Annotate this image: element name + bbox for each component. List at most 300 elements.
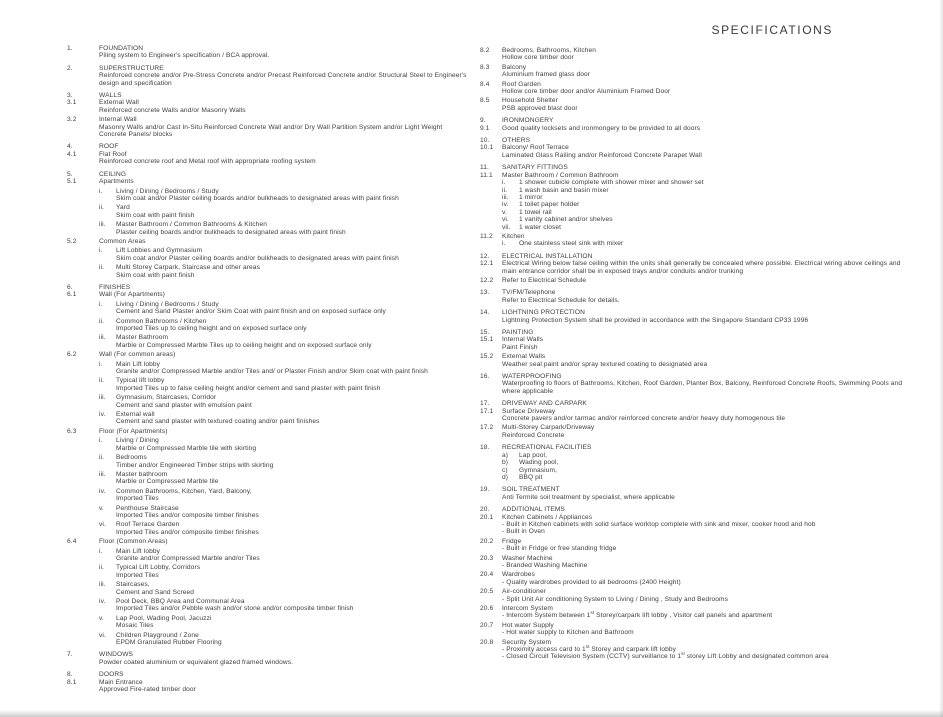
- item-title: Living / Dining / Bedrooms / Study: [116, 300, 219, 308]
- item-title: Living / Dining: [116, 437, 159, 445]
- body-text: Anti Termite soil treatment by specialist, where applicable: [502, 493, 675, 501]
- item-marker: i.: [99, 247, 103, 255]
- body-text: Aluminium framed glass door: [502, 71, 591, 79]
- section-title: ADDITIONAL ITEMS: [502, 506, 565, 514]
- section: [480, 309, 906, 324]
- block-content: [519, 187, 906, 194]
- subsection: [480, 571, 906, 586]
- subsection-number: 20.6: [480, 605, 494, 612]
- section-heading: [480, 486, 906, 493]
- subsection: [67, 428, 467, 435]
- subsection-title: Hot water Supply: [502, 621, 554, 629]
- item-marker: iv.: [99, 487, 106, 495]
- subsection: [480, 514, 906, 536]
- item-title: Bedrooms: [116, 454, 147, 462]
- item-title: Common Bathrooms / Kitchen: [116, 317, 207, 325]
- list-item: [67, 521, 467, 536]
- body-text: Imported Tiles up to ceiling height and on exposed surface only: [116, 325, 307, 332]
- item-marker: ii.: [99, 564, 105, 572]
- section: [480, 289, 906, 304]
- subsection-title: External Walls: [502, 353, 546, 361]
- list-item: [480, 209, 906, 216]
- body-text: PSB approved blast door: [502, 104, 578, 112]
- subsection: [67, 151, 467, 166]
- section-number: 7.: [67, 651, 73, 659]
- block-content: [502, 125, 906, 132]
- item-title: Lap Pool, Wading Pool, Jacuzzi: [116, 614, 212, 622]
- subsection-title: Refer to Electrical Schedule: [502, 276, 587, 284]
- subsection-number: 15.1: [480, 336, 494, 344]
- block-content: [116, 437, 467, 452]
- section-number: 16.: [480, 373, 490, 381]
- body-text: Weather seal paint and/or spray textured coating to designated area: [502, 360, 708, 368]
- body-text: Imported Tiles: [116, 571, 159, 579]
- section-heading: [480, 400, 906, 407]
- block-content: [502, 317, 906, 324]
- list-item: [480, 467, 906, 474]
- item-marker: i.: [502, 179, 506, 187]
- item-title: Penthouse Staircase: [116, 504, 179, 512]
- body-text: - Branded Washing Machine: [502, 561, 588, 569]
- body-text: - Intercom System between 1st Storey/carpark lift lobby , Visitor call panels and apartment: [502, 610, 773, 620]
- block-content: [99, 99, 467, 114]
- section-heading: [480, 253, 906, 260]
- subsection-number: 17.2: [480, 424, 494, 432]
- block-content: [519, 209, 906, 216]
- list-item: [67, 247, 467, 262]
- page-title: SPECIFICATIONS: [711, 23, 833, 37]
- section-title: OTHERS: [502, 137, 531, 145]
- subsection: [67, 351, 467, 358]
- item-marker: ii.: [99, 317, 105, 325]
- block-content: [502, 81, 906, 96]
- subsection-number: 5.1: [67, 178, 77, 186]
- section: [480, 400, 906, 439]
- block-content: [502, 144, 906, 159]
- subsection: [67, 291, 467, 298]
- item-marker: i.: [99, 547, 103, 555]
- block-content: [519, 201, 906, 208]
- subsection-title: Balcony: [502, 63, 527, 71]
- item-title: Gymnasium, Staircases, Corridor: [116, 394, 217, 402]
- subsection-number: 8.2: [480, 47, 490, 54]
- section: [67, 284, 467, 646]
- section: [480, 47, 906, 112]
- subsection-number: 20.5: [480, 588, 494, 596]
- body-text: Imported Tiles up to false ceiling height and/or cement and sand plaster with paint finish: [116, 384, 381, 392]
- subsection-title: Kitchen: [502, 232, 525, 240]
- body-text: Skim coat with paint finish: [116, 271, 195, 279]
- subsection-title: Kitchen Cabinets / Appliances: [502, 513, 593, 521]
- block-content: [519, 224, 906, 231]
- subsection-number: 20.1: [480, 513, 494, 521]
- list-item: [480, 452, 906, 459]
- item-marker: b): [502, 459, 509, 467]
- body-text: Marble or Compressed Marble tile: [116, 478, 219, 486]
- block-content: [116, 411, 467, 426]
- block-content: [502, 172, 906, 179]
- list-item: [480, 187, 906, 194]
- block-content: [116, 505, 467, 520]
- item-marker: iii.: [99, 394, 106, 402]
- body-text: Skim coat and/or Plaster ceiling boards and/or bulkheads to designated areas with paint finish: [116, 194, 399, 202]
- item-title: 1 wash basin and basin mixer: [519, 186, 609, 194]
- subsection-number: 6.4: [67, 538, 77, 546]
- list-item: [480, 224, 906, 231]
- subsection-number: 6.3: [67, 427, 77, 435]
- section-heading: [67, 651, 467, 658]
- section-title: TV/FM/Telephone: [502, 289, 556, 297]
- section-title: RECREATIONAL FACILITIES: [502, 444, 592, 452]
- subsection-title: Apartments: [99, 178, 134, 186]
- subsection: [480, 277, 906, 284]
- paragraph: [67, 72, 467, 87]
- list-item: [480, 240, 906, 247]
- item-marker: ii.: [99, 377, 105, 385]
- body-text: Cement and sand plaster with textured coating and/or paint finishes: [116, 418, 320, 426]
- body-text: - Built in Fridge or free standing fridge: [502, 545, 617, 553]
- body-text: Hollow core timber door: [502, 54, 574, 62]
- block-content: [99, 351, 467, 358]
- item-title: BBQ pit: [519, 473, 543, 481]
- subsection-title: Balcony/ Roof Terrace: [502, 144, 569, 152]
- body-text: Masonry Walls and/or Cast In-Situ Reinforced Concrete Wall and/or Dry Wall Partition System and/or Light Weight Concrete Panels/ blocks: [99, 123, 443, 139]
- list-item: [67, 471, 467, 486]
- subsection: [480, 233, 906, 240]
- list-item: [67, 454, 467, 469]
- block-content: [519, 216, 906, 223]
- block-content: [116, 615, 467, 630]
- section-heading: [480, 137, 906, 144]
- block-content: [519, 179, 906, 186]
- section: [67, 45, 467, 60]
- item-title: Gymnasium,: [519, 466, 558, 474]
- item-marker: d): [502, 473, 509, 481]
- block-content: [116, 264, 467, 279]
- subsection-title: Surface Driveway: [502, 407, 556, 415]
- block-content: [519, 474, 906, 481]
- section-number: 13.: [480, 289, 490, 297]
- subsection-title: Wall (For Apartments): [99, 291, 165, 299]
- section-heading: [480, 289, 906, 296]
- section: [480, 329, 906, 368]
- block-content: [502, 380, 906, 395]
- block-content: [502, 571, 906, 586]
- item-marker: iii.: [502, 193, 509, 201]
- item-marker: ii.: [99, 264, 105, 272]
- item-title: 1 toilet paper holder: [519, 201, 580, 209]
- body-text: Electrical Wiring below false ceiling within the units shall generally be concealed where possible. Electrical wiring above ceilings and main entrance corridor shall be in exposed trays and/or conduits and/or trunking: [502, 260, 901, 275]
- section-title: SOIL TREATMENT: [502, 486, 560, 494]
- section-title: PAINTING: [502, 329, 534, 336]
- block-content: [116, 221, 467, 236]
- item-marker: i.: [502, 240, 506, 248]
- body-text: Skim coat with paint finish: [116, 211, 195, 219]
- section-heading: [67, 143, 467, 150]
- section: [480, 444, 906, 481]
- subsection: [67, 238, 467, 245]
- block-content: [519, 467, 906, 474]
- list-item: [480, 459, 906, 466]
- list-item: [67, 221, 467, 236]
- body-text: Concrete pavers and/or tarmac and/or reinforced concrete and/or heavy duty homogenous tile: [502, 415, 786, 423]
- subsection: [480, 47, 906, 62]
- section-heading: [480, 444, 906, 451]
- section-number: 18.: [480, 444, 490, 452]
- subsection: [480, 538, 906, 553]
- item-title: Master Bathroom / Common Bathrooms & Kitchen: [116, 221, 267, 229]
- section-number: 8.: [67, 671, 73, 679]
- block-content: [502, 336, 906, 351]
- subsection: [480, 588, 906, 603]
- list-item: [67, 581, 467, 596]
- subsection-number: 10.1: [480, 144, 494, 152]
- section-number: 10.: [480, 137, 490, 145]
- subsection-number: 15.2: [480, 353, 494, 361]
- subsection: [480, 408, 906, 423]
- subsection-number: 8.3: [480, 63, 490, 71]
- block-content: [116, 471, 467, 486]
- section-number: 2.: [67, 64, 73, 72]
- item-marker: iv.: [502, 201, 509, 209]
- block-content: [502, 408, 906, 423]
- item-marker: iv.: [99, 598, 106, 605]
- section-number: 3.: [67, 92, 73, 100]
- block-content: [116, 548, 467, 563]
- item-title: Common Bathrooms, Kitchen, Yard, Balcony,: [116, 487, 252, 495]
- block-content: [502, 260, 906, 275]
- item-title: Typical lift lobby: [116, 377, 165, 385]
- block-content: [502, 47, 906, 62]
- block-content: [116, 334, 467, 349]
- subsection-title: Multi-Storey Carpark/Driveway: [502, 424, 595, 432]
- block-content: [502, 297, 906, 304]
- item-marker: vi.: [502, 216, 509, 224]
- block-content: [99, 291, 467, 298]
- section: [67, 92, 467, 138]
- scan-edge-bottom: [0, 710, 943, 717]
- item-title: 1 shower cubicle complete with shower mixer and shower set: [519, 179, 704, 187]
- section: [67, 65, 467, 87]
- subsection: [480, 172, 906, 179]
- subsection-title: Good quality locksets and ironmongery to be provided to all doors: [502, 124, 701, 132]
- section-number: 6.: [67, 283, 73, 291]
- section: [67, 143, 467, 165]
- item-marker: i.: [99, 187, 103, 195]
- item-title: Wading pool,: [519, 459, 559, 467]
- body-text: Refer to Electrical Schedule for details.: [502, 296, 620, 304]
- item-title: Master Bathroom: [116, 334, 169, 342]
- block-content: [116, 361, 467, 376]
- subsection: [67, 538, 467, 545]
- subsection-number: 3.1: [67, 99, 77, 107]
- block-content: [502, 494, 906, 501]
- section-title: DOORS: [99, 671, 124, 679]
- subsection-title: Roof Garden: [502, 80, 541, 88]
- list-item: [67, 437, 467, 452]
- subsection-number: 20.3: [480, 554, 494, 562]
- section-number: 12.: [480, 252, 490, 260]
- body-text: Hollow core timber door and/or Aluminium Framed Door: [502, 88, 671, 96]
- block-content: [116, 581, 467, 596]
- paragraph: [480, 317, 906, 324]
- list-item: [67, 394, 467, 409]
- body-text: - Built in Kitchen cabinets with solid surface worktop complete with sink and mixer, cooker hood and hob: [502, 520, 816, 528]
- block-content: [502, 605, 906, 620]
- list-item: [67, 334, 467, 349]
- item-title: Lift Lobbies and Gymnasium: [116, 247, 203, 255]
- body-text: Powder coated aluminium or equivalent glazed framed windows.: [99, 658, 294, 666]
- paragraph: [480, 297, 906, 304]
- body-text: Reinforced concrete Walls and/or Masonry Walls: [99, 106, 246, 114]
- subsection-number: 12.1: [480, 260, 494, 268]
- block-content: [519, 240, 906, 247]
- body-text: Cement and Sand Screed: [116, 588, 195, 596]
- block-content: [116, 564, 467, 579]
- block-content: [116, 488, 467, 503]
- list-item: [67, 204, 467, 219]
- block-content: [116, 598, 467, 613]
- body-text: - Built in Oven: [502, 528, 545, 536]
- item-marker: i.: [99, 360, 103, 368]
- item-title: 1 towel rail: [519, 208, 552, 216]
- section-title: IRONMONGERY: [502, 117, 554, 125]
- paragraph: [480, 380, 906, 395]
- section-title: SUPERSTRUCTURE: [99, 64, 164, 72]
- block-content: [99, 238, 467, 245]
- list-item: [67, 548, 467, 563]
- item-marker: v.: [502, 208, 507, 216]
- item-title: Main Lift lobby: [116, 360, 161, 368]
- subsection: [480, 144, 906, 159]
- item-title: Multi Storey Carpark, Staircase and other areas: [116, 264, 260, 272]
- item-title: Main Lift lobby: [116, 547, 161, 555]
- subsection-title: Internal Walls: [502, 336, 544, 344]
- block-content: [519, 452, 906, 459]
- list-item: [67, 411, 467, 426]
- subsection-number: 9.1: [480, 124, 490, 132]
- section-number: 1.: [67, 45, 73, 52]
- block-content: [116, 377, 467, 392]
- item-marker: vi.: [99, 521, 106, 529]
- body-text: Mosaic Tiles: [116, 622, 154, 630]
- block-content: [99, 428, 467, 435]
- subsection-title: Flat Roof: [99, 150, 127, 158]
- section-title: WATERPROOFING: [502, 373, 562, 381]
- body-text: Reinforced Concrete: [502, 431, 565, 439]
- body-text: EPDM Granulated Rubber Flooring: [116, 639, 222, 647]
- specifications-body: [67, 45, 906, 693]
- subsection-number: 3.2: [67, 116, 77, 124]
- item-marker: a): [502, 451, 509, 459]
- list-item: [67, 505, 467, 520]
- body-text: Marble or Compressed Marble Tiles up to ceiling height and on exposed surface only: [116, 341, 372, 349]
- section: [480, 506, 906, 661]
- item-title: 1 mirror: [519, 193, 543, 201]
- item-title: One stainless steel sink with mixer: [519, 240, 624, 248]
- block-content: [502, 424, 906, 439]
- paragraph: [67, 659, 467, 666]
- subsection: [67, 116, 467, 138]
- body-text: Imported Tiles and/or composite timber finishes: [116, 511, 259, 519]
- subsection-number: 6.2: [67, 351, 77, 359]
- subsection-number: 20.7: [480, 621, 494, 629]
- section: [480, 373, 906, 395]
- section-number: 9.: [480, 117, 486, 125]
- section-heading: [480, 373, 906, 380]
- block-content: [116, 318, 467, 333]
- body-text: - Quality wardrobes provided to all bedrooms (2400 Height): [502, 578, 681, 586]
- list-item: [67, 632, 467, 647]
- subsection-title: Wardrobes: [502, 571, 535, 579]
- list-item: [67, 361, 467, 376]
- subsection-number: 20.2: [480, 537, 494, 545]
- block-content: [116, 521, 467, 536]
- block-content: [99, 538, 467, 545]
- subsection: [480, 424, 906, 439]
- list-item: [480, 216, 906, 223]
- subsection-title: Master Bathroom / Common Bathroom: [502, 171, 619, 179]
- paragraph: [480, 494, 906, 501]
- item-title: 1 vanity cabinet and/or shelves: [519, 216, 613, 224]
- block-content: [502, 277, 906, 284]
- section-title: FINISHES: [99, 283, 131, 291]
- item-title: Pool Deck, BBQ Area and Communal Area: [116, 598, 245, 605]
- paragraph: [67, 52, 467, 59]
- subsection-number: 12.2: [480, 276, 494, 284]
- list-item: [67, 264, 467, 279]
- body-text: - Proximity access card to 1st Storey and carpark lift lobby: [502, 643, 677, 654]
- block-content: [99, 659, 467, 666]
- subsection: [480, 555, 906, 570]
- section: [67, 671, 467, 693]
- block-content: [502, 97, 906, 112]
- item-marker: v.: [99, 614, 104, 622]
- section: [480, 253, 906, 285]
- subsection-title: Internal Wall: [99, 116, 137, 124]
- section-number: 17.: [480, 400, 490, 408]
- list-item: [480, 179, 906, 186]
- section-heading: [480, 506, 906, 513]
- subsection: [67, 178, 467, 185]
- block-content: [99, 178, 467, 185]
- block-content: [99, 72, 467, 87]
- section: [480, 117, 906, 132]
- subsection-number: 4.1: [67, 150, 77, 158]
- subsection-number: 8.4: [480, 80, 490, 88]
- subsection-title: Common Areas: [99, 237, 146, 245]
- block-content: [502, 353, 906, 368]
- subsection-number: 17.1: [480, 407, 494, 415]
- item-title: Yard: [116, 204, 130, 212]
- subsection-title: Floor (Common Areas): [99, 538, 168, 546]
- section-title: SANITARY FITTINGS: [502, 164, 568, 172]
- list-item: [67, 598, 467, 613]
- list-item: [480, 194, 906, 201]
- list-item: [480, 474, 906, 481]
- section-heading: [480, 309, 906, 316]
- body-text: Cement and sand plaster with emulsion paint: [116, 401, 252, 409]
- subsection: [480, 64, 906, 79]
- subsection-number: 8.1: [67, 678, 77, 686]
- item-marker: iii.: [99, 221, 106, 229]
- block-content: [116, 454, 467, 469]
- section-title: WALLS: [99, 92, 122, 100]
- block-content: [502, 588, 906, 603]
- subsection-number: 20.8: [480, 638, 494, 646]
- item-title: 1 water closet: [519, 223, 562, 231]
- section-heading: [67, 92, 467, 99]
